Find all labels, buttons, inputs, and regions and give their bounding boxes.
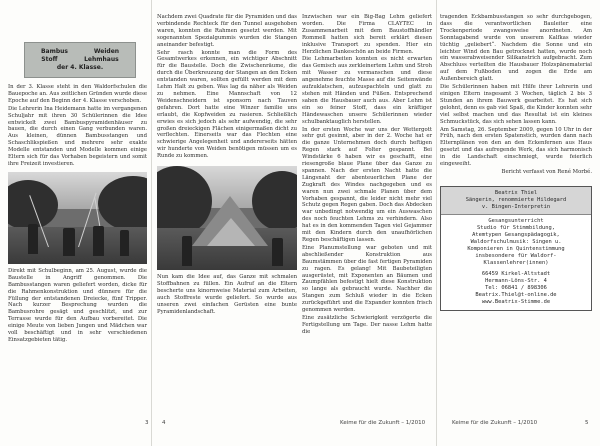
author-credit: Bericht verfasst von René Morbé.: [501, 168, 592, 175]
paragraph: Inzwischen war ein Big-Bag Lehm geliefert worden. Die Firma CLAYTEC in Zusammenarbeit mit dem Baustoffhändler Rommell hatten sich bereit erklärt diesen inklusive Transport zu spenden. Hier ein Herzlichen Dankeschön an beide Firmen.: [302, 14, 432, 55]
advert-line: Sängerin, renommierte Hildegard: [465, 196, 567, 203]
advert-email: Beatrix.Thiel@t-online.de: [475, 291, 557, 298]
advert-line: Gesangsunterricht: [488, 217, 544, 224]
paragraph: Direkt mit Schulbeginn, am 25. August, wurde die Baustelle in Angriff genommen. Die Bambusstangen waren geliefert worden, dicke für die Rahmenkonstruktion und dünnere für die Füllung der entstandenen Dreiecke, fünf Tripper. Nach kurzer Besprechung wurden die Bambusrohre gesägt und geschlitzt, und zur Terrasse wurde für den Aufbau vorbereitet. Die einige Meute von lieben Jungen und Mädchen war voll beschäftigt und in sehr verschiedenen Einsatzgebieten tätig.: [8, 267, 147, 343]
page-number-3: 3: [145, 420, 149, 426]
advert-address: Hermann-Löns-Str. 4: [485, 277, 547, 284]
headline-word: Bambus: [40, 48, 68, 55]
page-number-5: 5: [585, 420, 589, 426]
advert-name: Beatrix Thiel: [494, 189, 538, 196]
footer-text: Keime für die Zukunft – 1/2010: [452, 420, 538, 426]
advert-line: Waldorfschulmusik: Singen u.: [470, 238, 562, 245]
headline-word: Weiden: [93, 48, 120, 55]
column-4: [440, 14, 592, 311]
advert-line: Atemtypen Gesangspädagogik,: [472, 231, 560, 238]
paragraph: Am Samstag, 26. September 2009, gegen 10 Uhr in der Früh, nach den ersten Spatenstich, wurden dann nach Elternplänen von den an den Eckenfernen aus Haus gesetzt und das aufregende Werk, das sich harmonisch in die Landschaft einschmiegt, wurde feierlich eingeweiht.: [440, 126, 592, 168]
column-2: [157, 14, 297, 316]
headline-word: Stoff: [41, 56, 58, 63]
headline-box: [24, 42, 136, 78]
advert-body: [441, 215, 591, 310]
headline-word: Lehmhaus: [84, 56, 119, 63]
advert-line: insbesondere für Waldorf-: [475, 252, 557, 259]
page-fold-1: [151, 0, 152, 446]
photo-children-building: [8, 172, 147, 264]
page-number-4: 4: [162, 420, 166, 426]
photo-pyramid-house: [157, 166, 297, 270]
paragraph: tragenden Eckbambusstangen so sehr durchgebogen, dass die verantwortlichen Bauleiter eine Trockenperiode zwangsweise anordneten. Am Sonntagabend wurde von unserem Kalfkas wieder tüchtig „geliebert“. Nachdem die Sonne und ein leichter Wind den Bau getrocknet hatten, wurde noch ein wasserabweisender Silikanstrich aufgebracht. Zum Abschluss verteilten die Hausbauer Holzspänematerial auf dem Fußboden und zogen die Erde am Außenbereich glatt.: [440, 14, 592, 83]
paragraph: Die Schülerinnen haben mit Hilfe ihrer Lehrerin und einigen Eltern insgesamt 3 Wochen, täglich 2 bis 3 Stunden an ihrem Bauwerk gearbeitet. Es hat sich gelohnt, denn es gab viel Spaß, die Kinder konnten sehr viel selbst machen und das Resultat ist ein kleines Schmuckstück, das sich sehen lassen kann.: [440, 84, 592, 125]
paragraph: Sehr rasch konnte man die Form des Gesamtwerkes erkennen, ein wichtiger Abschnitt für die Baustelle. Doch die Zwischenräume, die durch die Überkreuzung der Stangen an den Ecken entstanden waren, sollten gefüllt werden mit dem Lehm Halt zu geben. Was lag da näher als Weiden zu nehmen. Eine Mannschaft von 12 Weidenschneidern ist sponsorn nach Tauven gefahren. Dort hatte eine Winzer familie uns erlaubt, die Kopfweiden zu rasieren. Schließlich erwies es sich jedoch als sehr aufwendig, die sehr großen dreieckigen Flächen einigermaßen dicht zu verflechten. Einerseits war das Flechten eine schwierige Angelegenheit und andererseits hätten wir hunderte von Weiden benötigen müssen um es Runde zu kommen.: [157, 49, 297, 160]
paragraph: Eine zusätzliche Schwierigkeit verzögerte die Fertigstellung um Tage. Der nasse Lehm hatte die: [302, 314, 432, 335]
advert-website: www.Beatrix-Stimme.de: [481, 298, 551, 305]
advert-line: Komponieren in Quintenstimmung: [467, 245, 565, 252]
paragraph: Die Lehrerin Ina Heidemann hatte im vergangenen Schuljahr mit ihren 30 Schülerinnen die Idee entwickelt zwei Bambuspyramidenhäuser zu bauen, die durch einen Gang verbunden waren. Aus kleinen, dünnen Bambusstangen und Schaschlikspießen und mehrere sehr exakte Modelle entstanden und Modelle kommen einige Eltern sich für das Vorhaben begeistern und somit ihre Freizeit investieren.: [8, 105, 147, 167]
advert-header: [441, 187, 591, 215]
paragraph: Nun kam die Idee auf, das Ganze mit schmalen Stoffbahnen zu füllen. Ein Aufruf an die Eltern bescherte uns kinornweise Material zum Arbeiten, auch Stoffreste wurde geliefert. So wurde aus unseren zwei einfachen Gerüsten eine bunte Pyramidenlandschaft.: [157, 274, 297, 315]
page-fold-2: [436, 0, 437, 446]
paragraph: Nachdem zwei Quadrate für die Pyramiden und das verbindende Rechteck für den Tunnel ausgehoben waren, konnten die Rahmen gesetzt werden. Mit sogenannten Spezialgummis wurden die Stangen aneinander befestigt.: [157, 14, 297, 48]
advert-line: Studio für Stimmbildung,: [477, 224, 555, 231]
paragraph: Eine Planumstellung war geboten und mit abschließender Konstruktion aus Baumstämmen über die fast fertigen Pyramiden zu ragen. Es gelang! Mit Baubeteiligten ausgerüstet, mit Exponenten an Bäumen und Zaumpfählen befestigt hielt diese Konstruktion so lange als gebraucht wurde. Nachher die Stangen zum Schluß wieder in die Ecken zurückgeführt und die Expander konnten frisch genommen werden.: [302, 244, 432, 314]
advert-line: v. Bingen-Interpretin: [481, 203, 551, 210]
advert-line: Klassenlehrer(innen): [483, 259, 549, 266]
headline-word: der 4. Klasse.: [56, 64, 104, 71]
advert-address: 66459 Kirkel-Altstadt: [481, 270, 551, 277]
paragraph: Die Lehmarbeiten konnten es nicht erwarten das Gemisch aus zerkleinertem Lehm und Stroh mit Wasser zu vermanschen und diese angenehme feuchte Masse auf die Seitenwände aufzuklatschen, aufzuspachteln und glatt zu stehen mit Händen und Füßen. Entsprechend sahen die Hausbauer auch aus. Aber Lehm ist ein so feiner Stoff, dass ein kräftiger Händewaschen unsere Schülerinnen wieder schulbanktauglich herstellen.: [302, 56, 432, 125]
advert-phone: Tel: 06841 / 898306: [485, 284, 547, 291]
column-1: [8, 14, 147, 345]
column-3: [302, 14, 432, 337]
footer-text: Keime für die Zukunft – 1/2010: [340, 420, 426, 426]
paragraph: In der 3. Klasse steht in den Waldorfschulen die Bauepoche an. Aus zeitlichen Gründen wurde diese Epoche auf den Beginn der 4. Klasse verschoben.: [8, 84, 147, 104]
paragraph: In der ersten Woche war uns der Wettergott sehr gut gesinnt, aber in der 2. Woche hat er die ganze Unternehmen doch durch heftigen Regen stark auf Folter gespannt. Bei Windstärke 6 haben wir es geschafft, eine riesengroße blaue Plane über das Ganze zu spannen. Nach der ersten Nacht hatte die Längsnaht der abenteuerlichen Plane der Zugkraft des Windes nachgegeben und es waren nun zwei schmale Planen über dem Vorhaben gespannt, die leider nicht mehr viel Schutz gegen Regen gaben. Doch das Abdecken war unbedingt notwendig um ein Auswaschen des noch feuchten Lehms zu verhindern. Also hat es in den kommenden Tagen viel Gejammer mit den Kindern durch den unaufhörlichen Regen beschäftigen lassen.: [302, 126, 432, 243]
advert-box: [440, 186, 592, 311]
